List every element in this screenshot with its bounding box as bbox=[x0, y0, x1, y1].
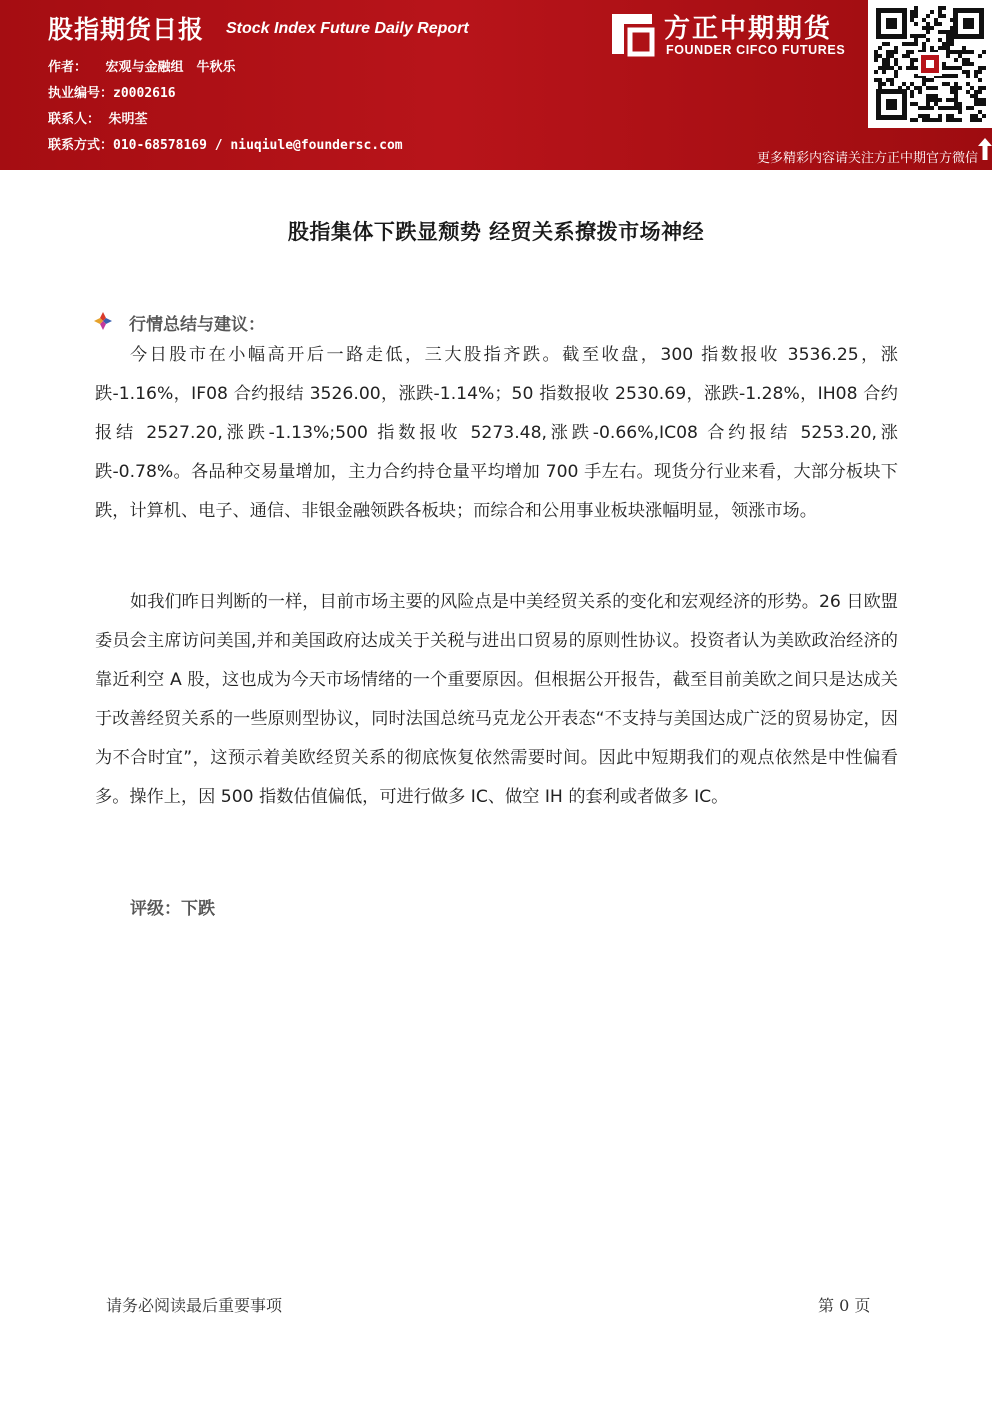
contact-method-label: 联系方式： bbox=[48, 138, 114, 153]
company-logo bbox=[608, 8, 862, 64]
page-number: 第 0 页 bbox=[818, 1296, 871, 1315]
contact-method-value[interactable]: 010-68578169 / niuqiule@foundersc.com bbox=[113, 138, 403, 153]
contact-label: 联系人： bbox=[48, 112, 101, 127]
founder-logo-icon bbox=[608, 10, 656, 58]
diamond-bullet-icon bbox=[94, 312, 112, 330]
report-title-cn: 股指期货日报 bbox=[48, 15, 205, 44]
license-label: 执业编号： bbox=[48, 86, 114, 101]
section-title: 行情总结与建议： bbox=[129, 315, 265, 335]
arrow-up-icon bbox=[978, 138, 992, 160]
license-value: z0002616 bbox=[113, 86, 176, 101]
author-row bbox=[48, 56, 236, 75]
report-title-en: Stock Index Future Daily Report bbox=[226, 20, 469, 37]
report-headline: 股指集体下跌显颓势 经贸关系撩拨市场神经 bbox=[287, 220, 705, 244]
license-row bbox=[48, 82, 176, 101]
author-label: 作者： bbox=[48, 60, 88, 75]
rating-text: 评级：下跌 bbox=[130, 899, 215, 919]
author-value: 宏观与金融组 牛秋乐 bbox=[105, 60, 236, 75]
footer-disclaimer-note: 请务必阅读最后重要事项 bbox=[106, 1296, 283, 1315]
summary-paragraph-1: 今日股市在小幅高开后一路走低，三大股指齐跌。截至收盘，300 指数报收 3536.25，涨跌-1.16%，IF08 合约报结 3526.00，涨跌-1.14%；50 指数报收 2530.69，涨跌-1.28%，IH08 合约报结 2527.20,涨跌-1.13%;500 指数报收 5273.48,涨跌-0.66%,IC08 合约报结 5253.20,涨跌-0.78%。各品种交易量增加，主力合约持仓量平均增加 700 手左右。现货分行业来看，大部分板块下跌，计算机、电子、通信、非银金融领跌各板块；而综合和公用事业板块涨幅明显，领涨市场。 bbox=[95, 345, 898, 521]
wechat-follow-note: 更多精彩内容请关注方正中期官方微信 bbox=[756, 151, 978, 166]
report-header bbox=[0, 0, 992, 170]
logo-text-en: FOUNDER CIFCO FUTURES bbox=[666, 43, 846, 57]
summary-paragraph-2: 如我们昨日判断的一样，目前市场主要的风险点是中美经贸关系的变化和宏观经济的形势。26 日欧盟委员会主席访问美国,并和美国政府达成关于关税与进出口贸易的原则性协议。投资者认为美欧政治经济的靠近利空 A 股，这也成为今天市场情绪的一个重要原因。但根据公开报告，截至目前美欧之间只是达成关于改善经贸关系的一些原则型协议，同时法国总统马克龙公开表态“不支持与美国达成广泛的贸易协定，因为不合时宜”，这预示着美欧经贸关系的彻底恢复依然需要时间。因此中短期我们的观点依然是中性偏看多。操作上，因 500 指数估值偏低，可进行做多 IC、做空 IH 的套利或者做多 IC。 bbox=[95, 592, 898, 807]
logo-text-cn: 方正中期期货 bbox=[664, 14, 833, 44]
qr-code-icon bbox=[868, 0, 992, 128]
contact-value: 朱明荃 bbox=[108, 112, 148, 127]
contact-method-row bbox=[48, 134, 403, 153]
contact-row bbox=[48, 108, 148, 127]
